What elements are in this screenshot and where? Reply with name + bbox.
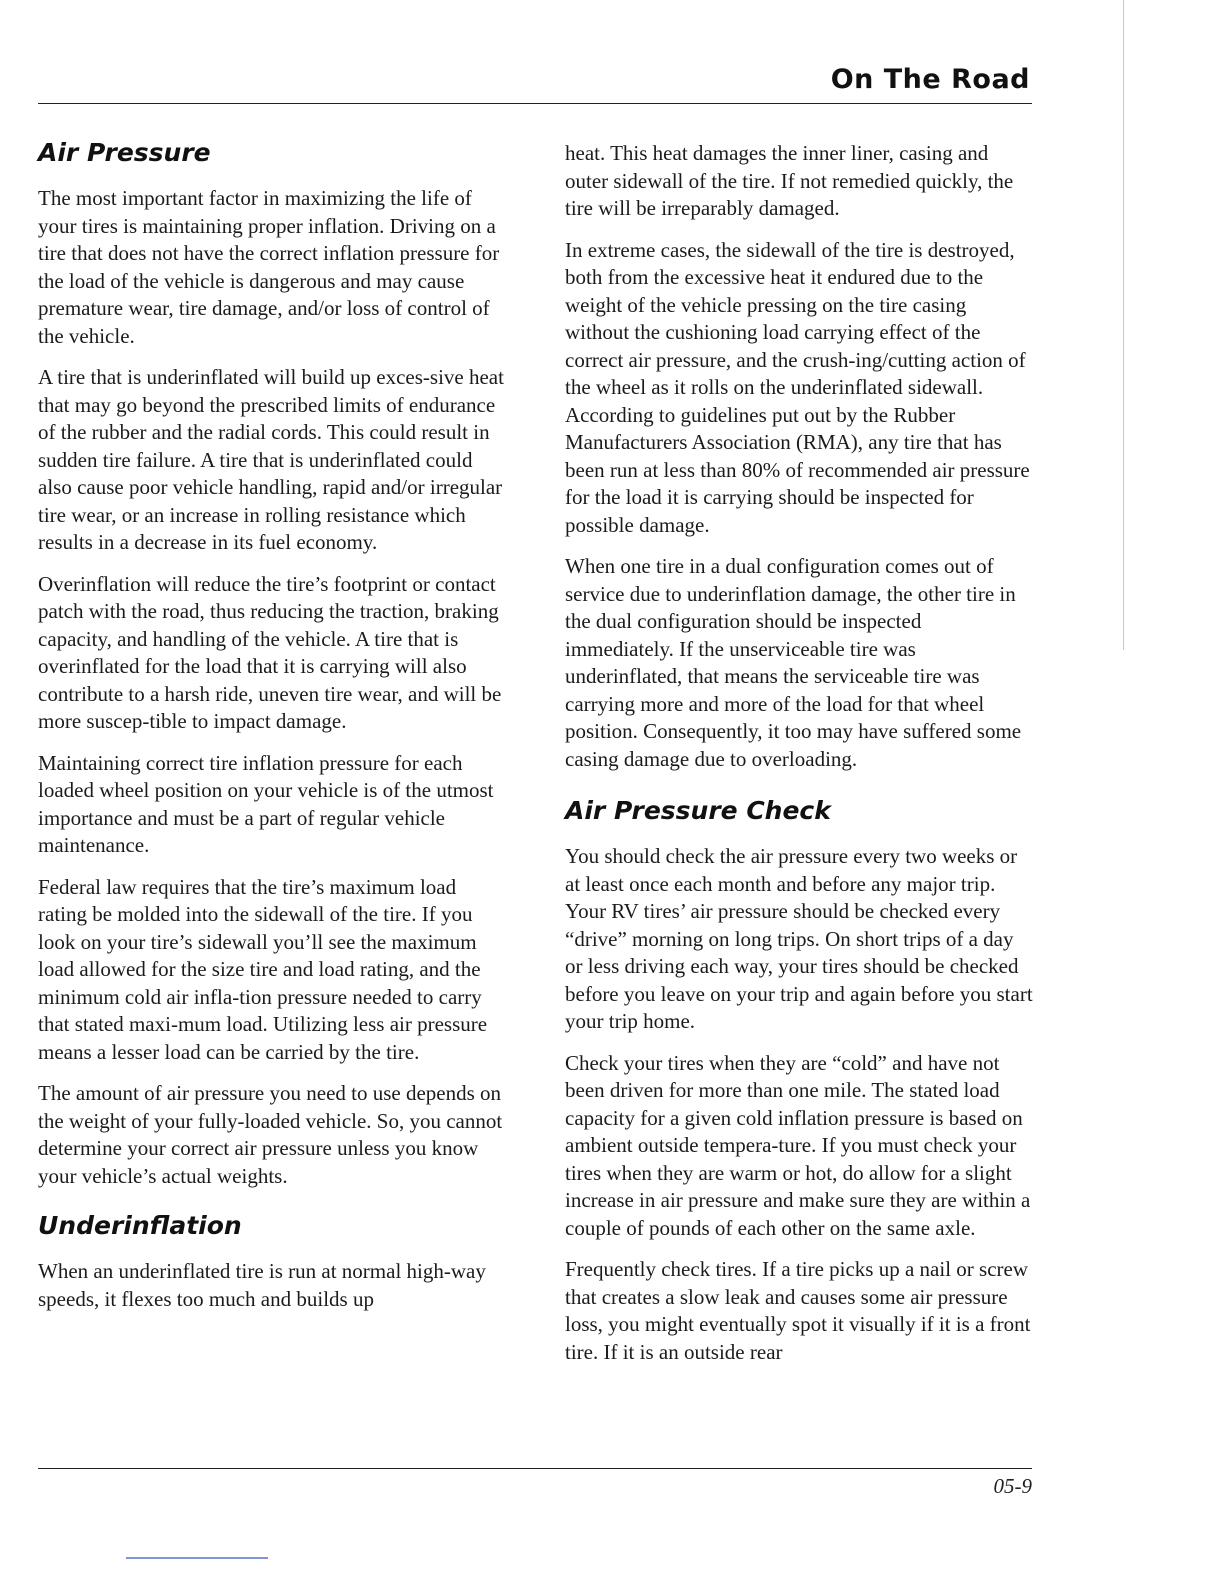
right-column [565,140,1035,1380]
left-column [38,137,508,1327]
paragraph: In extreme cases, the sidewall of the tire is destroyed, both from the excessive heat it endured due to the weight of the vehicle pressing on the tire casing without the cushioning load carrying effect of the correct air pressure, and the crush-ing/cutting action of the wheel as it rolls on the underinflated sidewall. According to guidelines put out by the Rubber Manufacturers Association (RMA), any tire that has been run at less than 80% of recommended air pressure for the load it is carrying should be inspected for possible damage. [565,237,1030,537]
paragraph: Maintaining correct tire inflation pressure for each loaded wheel position on your vehicle is of the utmost importance and must be a part of regular vehicle maintenance. [38,750,494,857]
paragraph: The most important factor in maximizing the life of your tires is maintaining proper inflation. Driving on a tire that does not have the correct inflation pressure for the load of the vehicle is dangerous and may cause premature wear, tire damage, and/or loss of control of the vehicle. [38,186,500,348]
paragraph: Frequently check tires. If a tire picks up a nail or screw that creates a slow leak and causes some air pressure loss, you might eventually spot it visually if it is a front tire. If it is an outside rear [565,1257,1031,1364]
paragraph: heat. This heat damages the inner liner, casing and outer sidewall of the tire. If not remedied quickly, the tire will be irreparably damaged. [565,141,1014,220]
scan-artifact-line [126,1557,268,1559]
paragraph: Federal law requires that the tire’s maximum load rating be molded into the sidewall of the tire. If you look on your tire’s sidewall you’ll see the maximum load allowed for the size tire and load rating, and the minimum cold air infla-tion pressure needed to carry that stated maxi-mum load. Utilizing less air pressure means a lesser load can be carried by the tire. [38,874,488,1064]
page-number: 05-9 [993,1474,1032,1498]
paragraph: A tire that is underinflated will build up exces-sive heat that may go beyond the prescribed limits of endurance of the rubber and the radial cords. This could result in sudden tire failure. A tire that is underinflated could also cause poor vehicle handling, rapid and/or irregular tire wear, or an increase in rolling resistance which results in a decrease in its fuel economy. [38,365,504,554]
header-divider [38,103,1032,104]
heading-air-pressure: Air Pressure [38,138,211,167]
scan-edge-line [1123,0,1124,650]
paragraph: When one tire in a dual configuration comes out of service due to underinflation damage, the other tire in the dual configuration should be inspected immediately. If the unserviceable tire was underinflated, that means the serviceable tire was carrying more and more of the load for that wheel position. Consequently, it too may have suffered some casing damage due to overloading. [565,554,1022,771]
section-header-title: On The Road [830,64,1030,95]
heading-underinflation: Underinflation [38,1211,242,1240]
paragraph: Check your tires when they are “cold” and have not been driven for more than one mile. The stated load capacity for a given cold inflation pressure is based on ambient outside tempera-ture. If you must check your tires when they are warm or hot, do allow for a slight increase in air pressure and make sure they are within a couple of pounds of each other on the same axle. [565,1050,1031,1240]
paragraph: You should check the air pressure every two weeks or at least once each month and before any major trip. Your RV tires’ air pressure should be checked every “drive” morning on long trips. On short trips of a day or less driving each way, your tires should be checked before you leave on your trip and again before you start your trip home. [565,844,1033,1033]
footer-divider [38,1468,1032,1469]
heading-air-pressure-check: Air Pressure Check [565,796,831,825]
paragraph: When an underinflated tire is run at normal high-way speeds, it flexes too much and builds up [38,1259,486,1311]
paragraph: The amount of air pressure you need to use depends on the weight of your fully-loaded vehicle. So, you cannot determine your correct air pressure unless you know your vehicle’s actual weights. [38,1081,503,1188]
paragraph: Overinflation will reduce the tire’s footprint or contact patch with the road, thus reducing the traction, braking capacity, and handling of the vehicle. A tire that is overinflated for the load that it is carrying will also contribute to a harsh ride, uneven tire wear, and will be more suscep-tible to impact damage. [38,571,502,733]
